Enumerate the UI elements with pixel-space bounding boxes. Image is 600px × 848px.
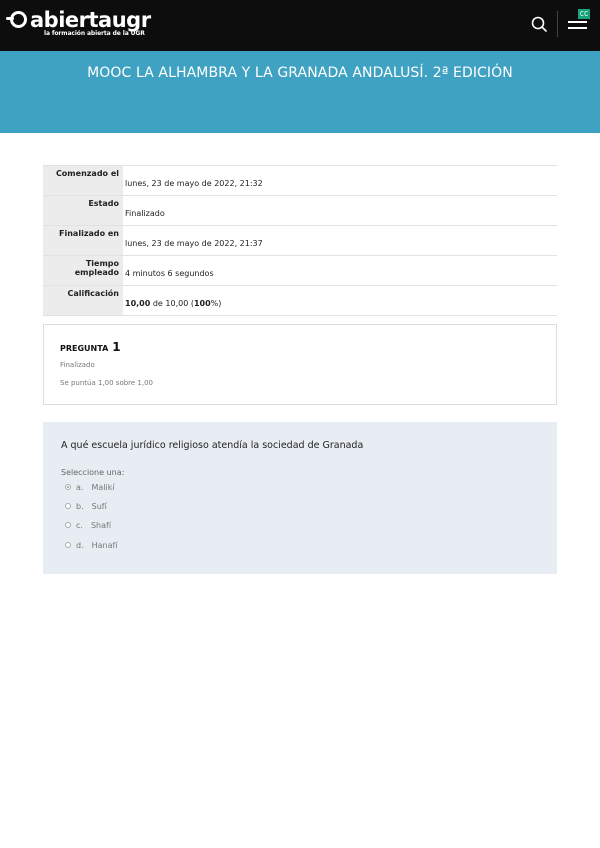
question-number-value: 1: [112, 340, 121, 354]
answer-label: Malikí: [91, 482, 115, 492]
answer-option-c[interactable]: [65, 518, 111, 532]
question-grade: Se puntúa 1,00 sobre 1,00: [60, 379, 154, 387]
summary-value: lunes, 23 de mayo de 2022, 21:32: [125, 179, 263, 188]
grade-percent: 100: [193, 299, 211, 308]
question-number: [60, 340, 121, 354]
question-label: PREGUNTA: [60, 344, 109, 353]
grade-score: 10,00: [125, 299, 151, 308]
summary-value: Finalizado: [125, 209, 165, 218]
question-info-box: [43, 324, 557, 405]
summary-label: Finalizado en: [43, 226, 123, 256]
course-banner: [0, 51, 600, 133]
summary-row-grade: [43, 286, 557, 316]
grade-value: [123, 286, 557, 316]
logo-text: abiertaugr: [30, 8, 151, 32]
radio-icon[interactable]: [65, 542, 71, 548]
grade-suffix: %): [210, 299, 222, 308]
logo-tagline: la formación abierta de la UGR: [44, 30, 145, 37]
summary-label: Tiempo empleado: [43, 256, 123, 286]
search-button[interactable]: [529, 14, 549, 34]
answer-option-b[interactable]: [65, 499, 107, 513]
summary-label: Comenzado el: [43, 166, 123, 196]
top-navbar: [0, 0, 600, 51]
answer-letter: b.: [76, 501, 84, 511]
summary-label: Calificación: [43, 286, 123, 316]
badge: CC: [579, 10, 589, 18]
hamburger-icon: [568, 21, 587, 23]
attempt-summary-table: [43, 165, 557, 316]
menu-button[interactable]: [568, 17, 588, 33]
answer-option-a[interactable]: [65, 480, 115, 494]
answer-letter: c.: [76, 520, 83, 530]
answer-label: Sufí: [91, 501, 107, 511]
summary-row: [43, 166, 557, 196]
summary-label: Estado: [43, 196, 123, 226]
question-state: Finalizado: [60, 361, 95, 369]
summary-value: 4 minutos 6 segundos: [125, 269, 214, 278]
logo-mark-icon: [10, 11, 27, 28]
question-text: A qué escuela jurídico religioso atendía la sociedad de Granada: [61, 440, 364, 451]
summary-row: [43, 226, 557, 256]
answer-option-d[interactable]: [65, 538, 118, 552]
radio-checked-icon[interactable]: [65, 484, 71, 490]
grade-of-text: de 10,00 (: [150, 299, 194, 308]
answer-prompt: Seleccione una:: [61, 468, 125, 477]
radio-icon[interactable]: [65, 522, 71, 528]
summary-row: [43, 256, 557, 286]
question-formulation: [43, 422, 557, 574]
answer-letter: d.: [76, 540, 84, 550]
answer-label: Hanafí: [91, 540, 118, 550]
search-icon: [529, 14, 549, 34]
answer-letter: a.: [76, 482, 84, 492]
navbar-divider: [557, 11, 558, 37]
summary-row: [43, 196, 557, 226]
radio-icon[interactable]: [65, 503, 71, 509]
answer-label: Shafí: [90, 520, 112, 530]
summary-value: lunes, 23 de mayo de 2022, 21:37: [125, 239, 263, 248]
course-title: MOOC LA ALHAMBRA Y LA GRANADA ANDALUSÍ. 2ª EDICIÓN: [87, 65, 513, 81]
